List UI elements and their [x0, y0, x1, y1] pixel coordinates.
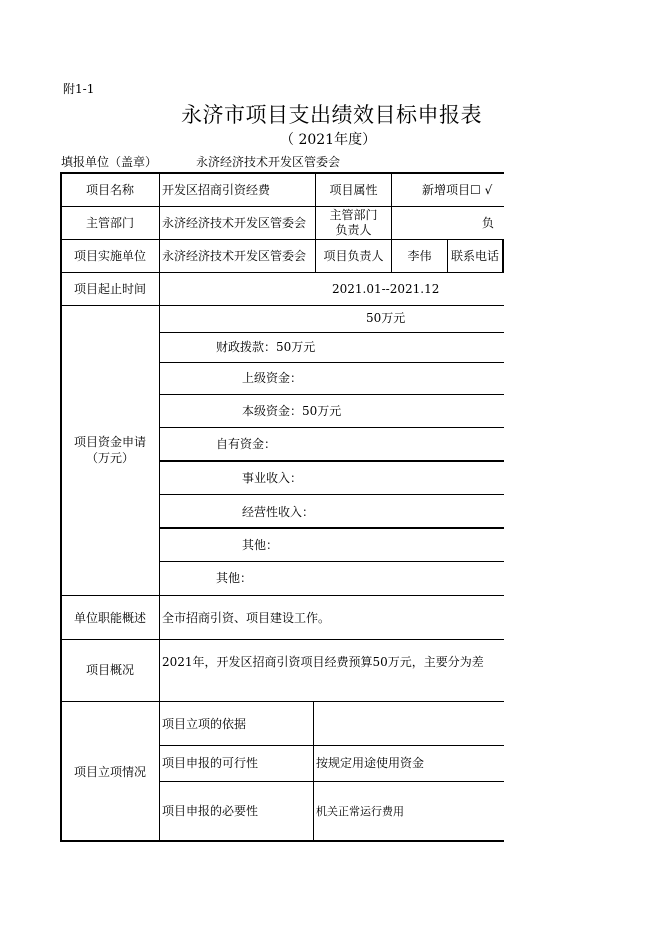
project-attribute-label: 项目属性: [329, 183, 378, 197]
funds-operating: 经营性收入：: [242, 505, 315, 519]
approval-necessity-value: 机关正常运行费用: [316, 805, 404, 818]
impl-unit-label: 项目实施单位: [73, 249, 146, 263]
funds-total: 50万元: [366, 311, 406, 325]
funds-label-line1: 项目资金申请: [73, 435, 146, 449]
unit-duty-label: 单位职能概述: [73, 611, 146, 625]
dept-head-right-text: 负: [482, 216, 495, 230]
approval-feasibility-label: 项目申报的可行性: [162, 756, 259, 770]
approval-basis-label: 项目立项的依据: [162, 717, 247, 731]
unit-duty-value: 全市招商引资、项目建设工作。: [162, 611, 331, 625]
supervisor-dept-value: 永济经济技术开发区管委会: [162, 216, 307, 230]
impl-unit-value: 永济经济技术开发区管委会: [162, 249, 307, 263]
funds-superior: 上级资金：: [242, 371, 303, 385]
attachment-number: 附1-1: [63, 82, 95, 96]
approval-feasibility-value: 按规定用途使用资金: [316, 756, 425, 770]
filler-unit-value: 永济经济技术开发区管委会: [196, 155, 341, 169]
funds-business: 事业收入：: [242, 471, 303, 485]
project-name-value: 开发区招商引资经费: [162, 183, 271, 197]
funds-other-2: 其他：: [216, 571, 253, 585]
project-period-value: 2021.01--2021.12: [332, 282, 440, 296]
filler-unit-label: 填报单位（盖章）: [61, 155, 158, 169]
dept-head-label: [316, 208, 391, 238]
project-overview-value: 2021年，开发区招商引资项目经费预算50万元，主要分为差: [162, 655, 484, 669]
approval-label: 项目立项情况: [73, 765, 146, 779]
project-name-label: 项目名称: [85, 183, 134, 197]
funds-fiscal: 财政拨款：50万元: [216, 340, 316, 354]
form-year: （ 2021年度）: [280, 132, 377, 148]
project-leader-label: 项目负责人: [323, 249, 384, 263]
dept-head-label-line2: 负责人: [335, 223, 372, 237]
project-leader-value: 李伟: [407, 249, 432, 263]
supervisor-dept-label: 主管部门: [85, 216, 134, 230]
project-period-label: 项目起止时间: [73, 282, 146, 296]
funds-label-line2: （万元）: [85, 451, 134, 465]
funds-other-1: 其他：: [242, 538, 279, 552]
project-attribute-value: 新增项目☐ √: [422, 183, 493, 197]
dept-head-label-line1: 主管部门: [329, 208, 378, 222]
funds-own: 自有资金：: [216, 437, 277, 451]
funds-label: [61, 434, 159, 466]
contact-phone-label: 联系电话: [450, 249, 499, 263]
funds-local: 本级资金：50万元: [242, 404, 342, 418]
project-overview-label: 项目概况: [85, 663, 134, 677]
approval-necessity-label: 项目申报的必要性: [162, 804, 259, 818]
form-title: 永济市项目支出绩效目标申报表: [181, 103, 482, 127]
